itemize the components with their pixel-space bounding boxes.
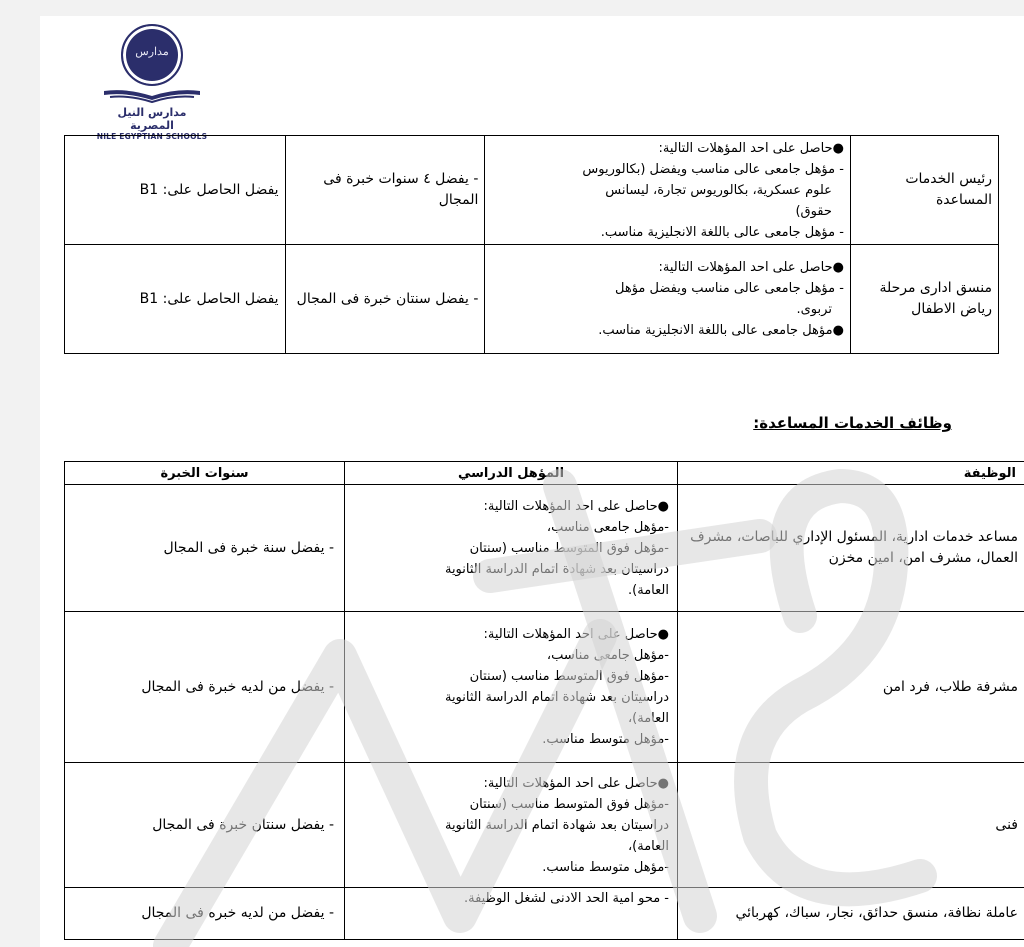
book-icon: [102, 88, 202, 104]
experience-cell: - يفضل من لديه خبره فى المجال: [65, 888, 345, 940]
job-cell: فنى: [678, 763, 1024, 888]
qualification-line: ●حاصل على احد المؤهلات التالية:: [658, 140, 844, 156]
qualifications-cell: [345, 485, 678, 612]
header-experience: سنوات الخبرة: [65, 462, 345, 485]
role-cell: منسق ادارى مرحلة رياض الاطفال: [850, 245, 998, 354]
document-page: [40, 16, 1024, 947]
qualification-line: -مؤهل فوق المتوسط مناسب (سنتان: [469, 796, 669, 812]
top-requirements-table: [64, 135, 999, 354]
qualifications-cell: [345, 888, 678, 940]
qualification-line: -مؤهل متوسط مناسب.: [542, 732, 669, 747]
qualification-line: - مؤهل جامعى عالى مناسب ويفضل (بكالوريوس: [582, 161, 844, 177]
qualification-line: - مؤهل جامعى عالى مناسب ويفضل مؤهل: [615, 281, 844, 296]
school-logo: [96, 24, 208, 141]
table-row: [65, 612, 1024, 763]
table-header-row: [65, 462, 1024, 485]
qualification-line: -مؤهل فوق المتوسط مناسب (سنتان: [469, 669, 669, 684]
qualification-line: -مؤهل جامعى مناسب،: [546, 648, 669, 663]
language-cell: يفضل الحاصل على: B1: [65, 136, 286, 245]
table-row: [65, 136, 999, 245]
qualifications-cell: [485, 245, 851, 354]
qualification-line: -مؤهل متوسط مناسب.: [542, 859, 669, 875]
experience-cell: - يفضل ٤ سنوات خبرة فى المجال: [285, 136, 485, 245]
qualification-line: - مؤهل جامعى عالى باللغة الانجليزية مناسب.: [600, 224, 844, 240]
qualification-line: -مؤهل فوق المتوسط مناسب (سنتان: [469, 540, 669, 556]
qualification-line: ●حاصل على احد المؤهلات التالية:: [483, 627, 669, 642]
job-cell: مساعد خدمات ادارية، المسئول الإداري للباصات، مشرف العمال، مشرف امن، امين مخزن: [678, 485, 1024, 612]
table-row: [65, 763, 1024, 888]
qualification-line: العامة).: [628, 582, 669, 598]
role-cell: رئيس الخدمات المساعدة: [850, 136, 998, 245]
qualification-line: ●حاصل على احد المؤهلات التالية:: [658, 260, 844, 275]
qualification-line: -مؤهل جامعى مناسب،: [546, 519, 669, 535]
qualifications-cell: [345, 763, 678, 888]
logo-arabic-name: مدارس النيل المصرية: [117, 106, 187, 132]
logo-seal-text: مدارس: [135, 45, 169, 58]
experience-cell: - يفضل سنتان خبرة فى المجال: [285, 245, 485, 354]
table-row: [65, 485, 1024, 612]
qualifications-cell: [485, 136, 851, 245]
job-cell: مشرفة طلاب، فرد امن: [678, 612, 1024, 763]
header-qualification: المؤهل الدراسي: [345, 462, 678, 485]
experience-cell: - يفضل سنتان خبرة فى المجال: [65, 763, 345, 888]
language-cell: يفضل الحاصل على: B1: [65, 245, 286, 354]
qualification-line: ●حاصل على احد المؤهلات التالية:: [483, 498, 669, 514]
logo-seal: [121, 24, 183, 86]
experience-cell: - يفضل من لديه خبرة فى المجال: [65, 612, 345, 763]
qualification-line: - محو امية الحد الادنى لشغل الوظيفة.: [464, 891, 669, 906]
qualification-line: ●حاصل على احد المؤهلات التالية:: [483, 775, 669, 791]
qualification-line: ●مؤهل جامعى عالى باللغة الانجليزية مناسب.: [598, 323, 844, 338]
logo-english-name: NILE EGYPTIAN SCHOOLS: [96, 132, 208, 141]
table-row: [65, 245, 999, 354]
qualification-line: دراسيتان بعد شهادة اتمام الدراسة الثانوية: [444, 690, 669, 705]
experience-cell: - يفضل سنة خبرة فى المجال: [65, 485, 345, 612]
qualification-line: علوم عسكرية، بكالوريوس تجارة، ليسانس: [605, 182, 832, 198]
qualification-line: دراسيتان بعد شهادة اتمام الدراسة الثانوية: [444, 817, 669, 833]
qualification-line: حقوق): [795, 203, 832, 219]
qualification-line: العامة)،: [627, 711, 669, 726]
job-cell: عاملة نظافة، منسق حدائق، نجار، سباك، كهربائي: [678, 888, 1024, 940]
auxiliary-jobs-table: [64, 461, 1024, 940]
qualification-line: العامة)،: [627, 838, 669, 854]
qualifications-cell: [345, 612, 678, 763]
table-row: [65, 888, 1024, 940]
section-heading: وظائف الخدمات المساعدة:: [753, 414, 952, 432]
qualification-line: تربوى.: [796, 302, 832, 317]
qualification-line: دراسيتان بعد شهادة اتمام الدراسة الثانوية: [444, 561, 669, 577]
header-job: الوظيفة: [678, 462, 1024, 485]
